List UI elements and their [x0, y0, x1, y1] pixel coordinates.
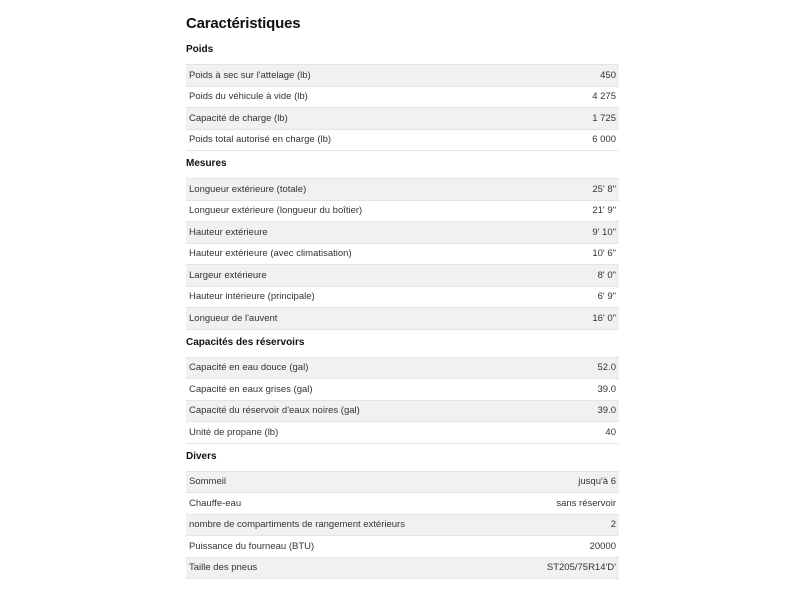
section-title: Capacités des réservoirs [186, 336, 305, 348]
spec-value: 39.0 [597, 405, 616, 417]
spec-label: Unité de propane (lb) [189, 426, 279, 438]
spec-label: Hauteur extérieure (avec climatisation) [189, 248, 352, 260]
spec-label: Sommeil [189, 476, 226, 488]
spec-value: 9' 10" [592, 226, 616, 238]
spec-row [186, 222, 619, 244]
spec-value: 6' 9" [597, 291, 616, 303]
spec-value: jusqu'à 6 [578, 476, 616, 488]
spec-value: 1 725 [592, 112, 616, 124]
spec-label: Poids à sec sur l'attelage (lb) [189, 69, 311, 81]
spec-row [186, 65, 619, 87]
section-title: Poids [186, 44, 214, 55]
spec-row [186, 515, 619, 537]
spec-value: 25' 8" [592, 183, 616, 195]
spec-value: 40 [605, 426, 616, 438]
spec-table [186, 178, 619, 330]
spec-row [186, 472, 619, 494]
spec-value: 16' 0" [592, 312, 616, 324]
spec-row [186, 536, 619, 558]
spec-row [186, 422, 619, 444]
spec-row [186, 87, 619, 109]
spec-label: Longueur extérieure (longueur du boîtier) [189, 205, 363, 217]
spec-label: Taille des pneus [189, 562, 258, 574]
spec-label: Chauffe-eau [189, 497, 242, 509]
spec-row [186, 287, 619, 309]
spec-value: 21' 9" [592, 205, 616, 217]
spec-row [186, 244, 619, 266]
spec-section [186, 42, 619, 151]
spec-section [186, 449, 619, 580]
page-title: Caractéristiques [186, 15, 301, 32]
spec-value: 8' 0" [597, 269, 616, 281]
spec-row [186, 358, 619, 380]
spec-label: Poids du véhicule à vide (lb) [189, 91, 308, 103]
specifications-panel [186, 13, 619, 584]
spec-value: 6 000 [592, 134, 616, 146]
spec-label: Longueur de l'auvent [189, 312, 278, 324]
spec-sections [186, 42, 619, 579]
spec-row [186, 493, 619, 515]
spec-value: 2 [610, 519, 616, 531]
spec-table [186, 471, 619, 580]
spec-section [186, 156, 619, 330]
section-title: Divers [186, 450, 217, 462]
spec-label: Poids total autorisé en charge (lb) [189, 134, 332, 146]
spec-value: ST205/75R14'D' [546, 562, 616, 574]
spec-value: 52.0 [597, 362, 616, 374]
spec-row [186, 379, 619, 401]
spec-row [186, 179, 619, 201]
spec-row [186, 401, 619, 423]
spec-value: 10' 6" [592, 248, 616, 260]
spec-label: Capacité du réservoir d'eaux noires (gal) [189, 405, 360, 417]
section-title: Mesures [186, 158, 227, 169]
spec-label: Hauteur extérieure [189, 226, 268, 238]
spec-table [186, 64, 619, 151]
spec-section [186, 335, 619, 444]
spec-label: Hauteur intérieure (principale) [189, 291, 315, 303]
spec-row [186, 558, 619, 580]
spec-table [186, 357, 619, 444]
spec-row [186, 108, 619, 130]
spec-label: Longueur extérieure (totale) [189, 183, 307, 195]
spec-label: Largeur extérieure [189, 269, 267, 281]
spec-row [186, 201, 619, 223]
spec-value: 39.0 [597, 383, 616, 395]
spec-label: nombre de compartiments de rangement extérieurs [189, 519, 405, 531]
spec-value: 4 275 [592, 91, 616, 103]
spec-row [186, 308, 619, 330]
spec-label: Puissance du fourneau (BTU) [189, 540, 315, 552]
spec-label: Capacité en eaux grises (gal) [189, 383, 313, 395]
spec-label: Capacité en eau douce (gal) [189, 362, 309, 374]
spec-value: 450 [600, 69, 616, 81]
spec-value: sans réservoir [556, 497, 616, 509]
spec-row [186, 265, 619, 287]
spec-row [186, 130, 619, 152]
spec-value: 20000 [589, 540, 616, 552]
spec-label: Capacité de charge (lb) [189, 112, 288, 124]
